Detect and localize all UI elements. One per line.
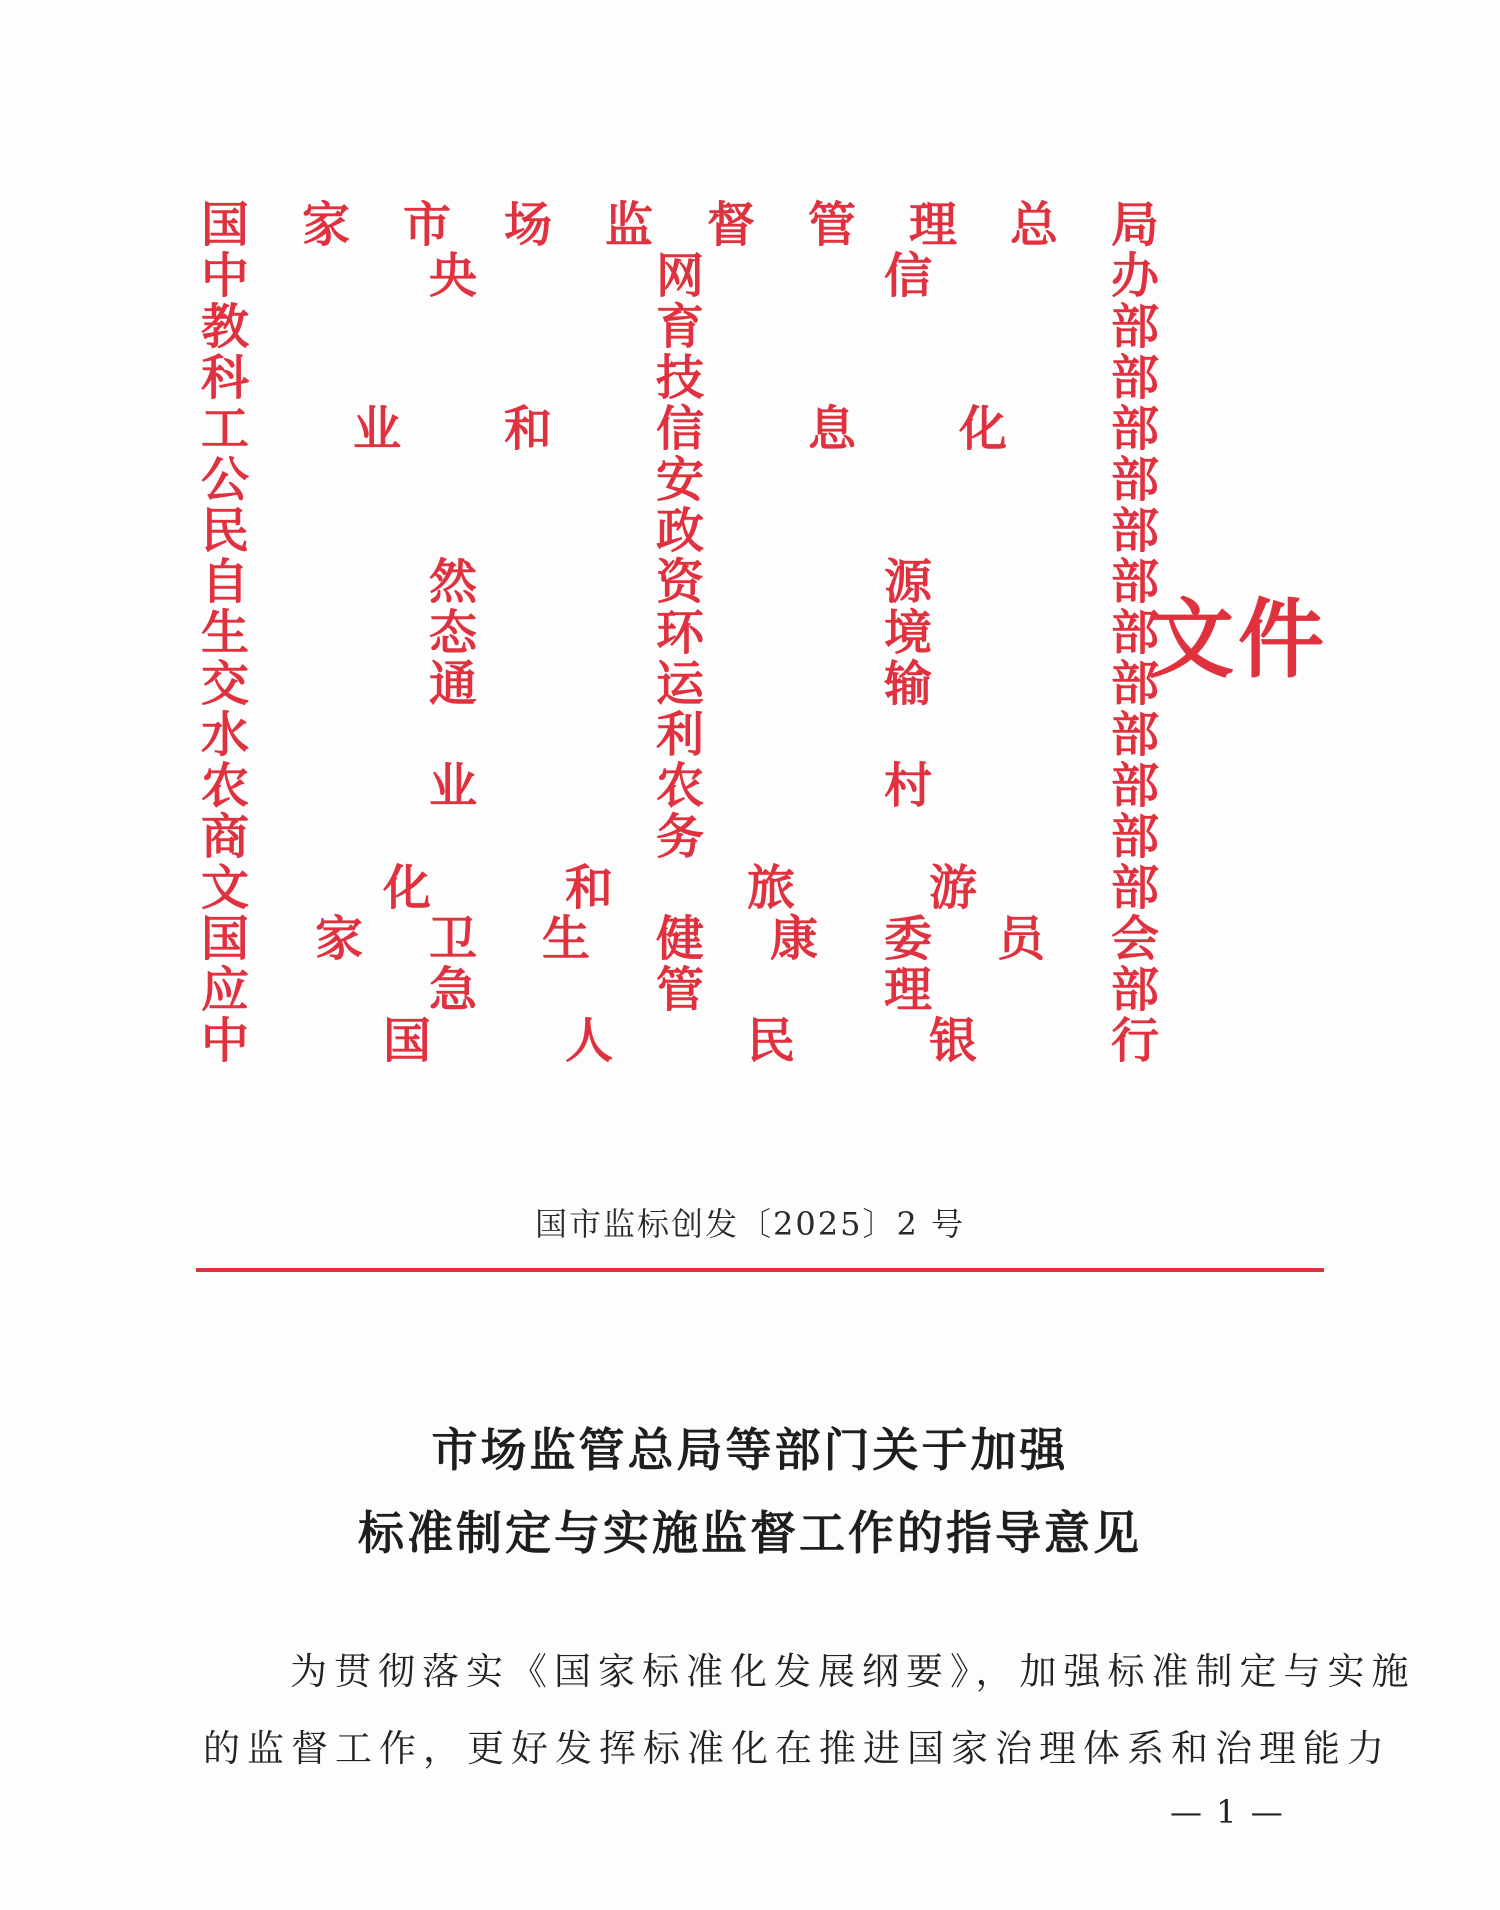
agency-name-char: 国	[382, 1013, 431, 1069]
agency-name-line	[200, 197, 1160, 253]
agency-name-line	[200, 656, 1160, 712]
agency-name-line	[200, 962, 1160, 1018]
agency-name-char: 通	[428, 656, 477, 712]
agency-name-char: 信	[655, 401, 704, 457]
agency-name-char: 输	[883, 656, 932, 712]
agency-name-char: 科	[200, 350, 249, 406]
agency-name-char: 和	[564, 860, 613, 916]
agency-name-char: 村	[883, 758, 932, 814]
agency-name-line	[200, 758, 1160, 814]
agency-name-char: 资	[655, 554, 704, 610]
agency-name-line	[200, 605, 1160, 661]
agency-name-char: 总	[1009, 197, 1058, 253]
agency-name-char: 环	[655, 605, 704, 661]
agency-name-char: 运	[655, 656, 704, 712]
agency-name-char: 部	[1110, 554, 1159, 610]
body-text-line-1: 为贯彻落实《国家标准化发展纲要》，加强标准制定与实施	[290, 1650, 1416, 1693]
agency-name-char: 办	[1110, 248, 1159, 304]
agency-name-char: 场	[503, 197, 552, 253]
agency-name-char: 工	[200, 401, 249, 457]
agency-name-char: 管	[655, 962, 704, 1018]
agency-name-char: 安	[655, 452, 704, 508]
agency-name-char: 部	[1110, 809, 1159, 865]
agency-name-line	[200, 299, 1160, 355]
agency-name-char: 境	[883, 605, 932, 661]
agency-name-char: 和	[503, 401, 552, 457]
agency-name-char: 部	[1110, 452, 1159, 508]
agency-name-char: 育	[655, 299, 704, 355]
agency-name-char: 化	[958, 401, 1007, 457]
agency-name-char: 源	[883, 554, 932, 610]
agency-name-char: 网	[655, 248, 704, 304]
agency-name-char: 卫	[428, 911, 477, 967]
agency-name-line	[200, 554, 1160, 610]
agency-name-char: 文	[200, 860, 249, 916]
agency-name-line	[200, 809, 1160, 865]
agency-name-char: 政	[655, 503, 704, 559]
agency-name-line	[200, 911, 1160, 967]
agency-name-line	[200, 707, 1160, 763]
agency-name-char: 部	[1110, 299, 1159, 355]
agency-name-char: 健	[655, 911, 704, 967]
agency-name-char: 理	[883, 962, 932, 1018]
agency-name-char: 部	[1110, 503, 1159, 559]
agency-name-char: 务	[655, 809, 704, 865]
agency-name-char: 央	[428, 248, 477, 304]
issuing-agencies-header	[200, 197, 1160, 1070]
agency-name-line	[200, 503, 1160, 559]
document-title-line-1: 市场监管总局等部门关于加强	[431, 1423, 1069, 1477]
agency-name-char: 国	[200, 197, 249, 253]
agency-name-line	[200, 248, 1160, 304]
agency-name-char: 部	[1110, 707, 1159, 763]
agency-name-char: 民	[746, 1013, 795, 1069]
agency-name-char: 部	[1110, 758, 1159, 814]
agency-name-line	[200, 350, 1160, 406]
agency-name-char: 家	[301, 197, 350, 253]
agency-name-line	[200, 1013, 1160, 1069]
agency-name-char: 康	[769, 911, 818, 967]
agency-name-char: 管	[807, 197, 856, 253]
agency-name-char: 业	[352, 401, 401, 457]
agency-name-char: 游	[928, 860, 977, 916]
agency-name-char: 监	[604, 197, 653, 253]
agency-name-char: 利	[655, 707, 704, 763]
agency-name-char: 委	[883, 911, 932, 967]
document-kind-label: 文件	[1148, 589, 1328, 690]
agency-name-line	[200, 860, 1160, 916]
agency-name-char: 态	[428, 605, 477, 661]
agency-name-char: 生	[541, 911, 590, 967]
body-text-line-2: 的监督工作，更好发挥标准化在推进国家治理体系和治理能力	[203, 1727, 1391, 1770]
agency-name-char: 农	[200, 758, 249, 814]
agency-name-char: 化	[382, 860, 431, 916]
agency-name-char: 民	[200, 503, 249, 559]
agency-name-char: 中	[200, 248, 249, 304]
agency-name-char: 教	[200, 299, 249, 355]
agency-name-char: 技	[655, 350, 704, 406]
agency-name-char: 然	[428, 554, 477, 610]
agency-name-char: 家	[314, 911, 363, 967]
red-separator-rule	[196, 1268, 1324, 1272]
agency-name-char: 信	[883, 248, 932, 304]
agency-name-char: 理	[908, 197, 957, 253]
agency-name-char: 部	[1110, 860, 1159, 916]
agency-name-char: 部	[1110, 605, 1159, 661]
document-number: 国市监标创发〔2025〕2 号	[535, 1205, 965, 1243]
agency-name-char: 国	[200, 911, 249, 967]
agency-name-char: 督	[706, 197, 755, 253]
agency-name-char: 中	[200, 1013, 249, 1069]
agency-name-char: 旅	[746, 860, 795, 916]
agency-name-char: 部	[1110, 350, 1159, 406]
agency-name-char: 公	[200, 452, 249, 508]
agency-name-char: 生	[200, 605, 249, 661]
agency-name-char: 商	[200, 809, 249, 865]
agency-name-char: 急	[428, 962, 477, 1018]
agency-name-char: 交	[200, 656, 249, 712]
agency-name-char: 员	[996, 911, 1045, 967]
agency-name-char: 行	[1110, 1013, 1159, 1069]
agency-name-char: 人	[564, 1013, 613, 1069]
agency-name-char: 部	[1110, 962, 1159, 1018]
agency-name-char: 银	[928, 1013, 977, 1069]
agency-name-char: 自	[200, 554, 249, 610]
document-title-line-2: 标准制定与实施监督工作的指导意见	[358, 1506, 1142, 1560]
agency-name-line	[200, 401, 1160, 457]
agency-name-char: 水	[200, 707, 249, 763]
agency-name-char: 业	[428, 758, 477, 814]
agency-name-char: 部	[1110, 401, 1159, 457]
agency-name-char: 会	[1110, 911, 1159, 967]
agency-name-char: 局	[1110, 197, 1159, 253]
agency-name-char: 市	[402, 197, 451, 253]
agency-name-line	[200, 452, 1160, 508]
agency-name-char: 息	[807, 401, 856, 457]
agency-name-char: 应	[200, 962, 249, 1018]
agency-name-char: 部	[1110, 656, 1159, 712]
agency-name-char: 农	[655, 758, 704, 814]
page-number: — 1 —	[1170, 1793, 1285, 1831]
